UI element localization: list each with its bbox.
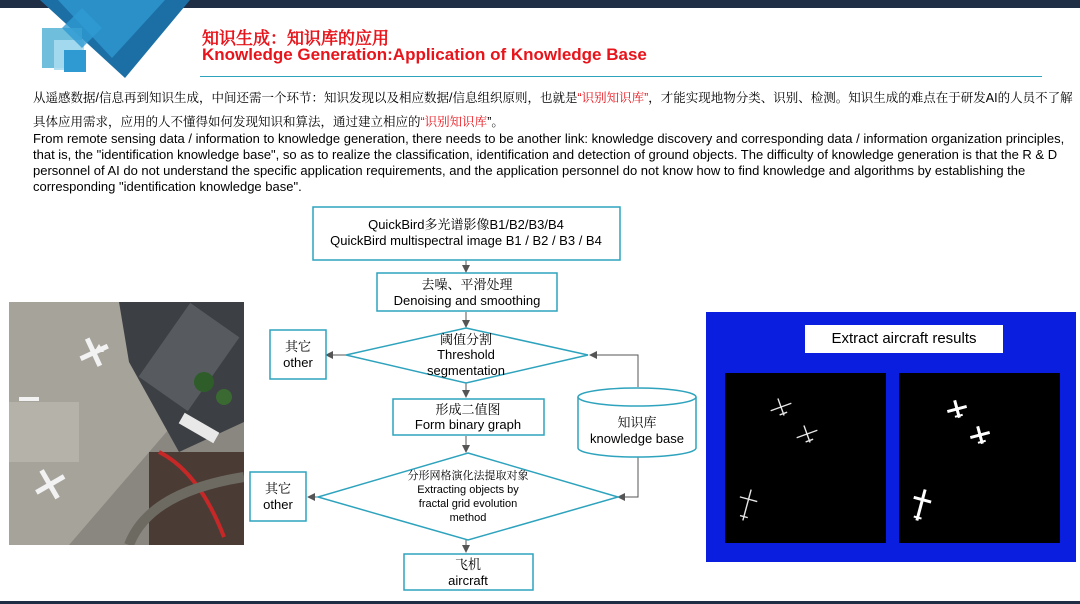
node-binary-cn: 形成二值图	[435, 402, 501, 417]
node-threshold-cn: 阈值分割	[439, 332, 493, 347]
node-kb-cn: 知识库	[617, 415, 657, 430]
node-aircraft-en: aircraft	[448, 573, 488, 588]
node-threshold-en2: segmentation	[426, 363, 506, 378]
result-image-outline	[725, 373, 886, 543]
intro-cn-highlight1: “识别知识库”	[577, 91, 649, 105]
page-title-en: Knowledge Generation:Application of Knowledge Base	[202, 45, 647, 64]
results-label: Extract aircraft results	[805, 325, 1003, 353]
node-denoise-en: Denoising and smoothing	[393, 293, 541, 308]
arrow-kb-to-threshold	[590, 355, 638, 387]
node-denoise-cn: 去噪、平滑处理	[421, 277, 513, 292]
page-title-cn: 知识生成：知识库的应用	[202, 29, 389, 48]
node-other-1-en: other	[283, 355, 313, 370]
intro-cn-part1: 从遥感数据/信息再到知识生成，中间还需一个环节：知识发现以及相应数据/信息组织原则，也就是	[33, 91, 578, 105]
intro-cn-highlight2: “识别知识库	[420, 115, 488, 129]
results-panel	[706, 312, 1076, 562]
node-input-cn: QuickBird多光谱影像B1/B2/B3/B4	[368, 217, 564, 232]
node-extract-en1: Extracting objects by	[417, 484, 519, 496]
node-other-2-en: other	[263, 497, 293, 512]
result-image-filled	[899, 373, 1060, 543]
node-aircraft-cn: 飞机	[454, 557, 482, 572]
node-kb-en: knowledge base	[590, 431, 684, 446]
node-binary-en: Form binary graph	[414, 417, 522, 432]
intro-cn-part2: ，才能实现地物分类、识别、检测。知识生成的难点在于研发AI的人员不了解具体应用需求，应用的人不懂得如何发现知识和算法，通过建立相应的	[33, 91, 1073, 129]
arrow-kb-to-extract	[618, 457, 638, 497]
intro-paragraph-en: From remote sensing data / information to knowledge generation, there needs to be another link: knowledge discovery and corresponding data / information organization principles, that is, the "identification knowledge base", so as to realize the classification, identification and detection of ground objects. The difficulty of knowledge generation is that the R & D personnel of AI do not understand the specific application requirements, and the application personnel do not know how to find knowledge and algorithms by establishing the corresponding "identification knowledge base".	[33, 131, 1065, 194]
node-extract-en3: method	[449, 512, 487, 524]
node-extract-en2: fractal grid evolution	[418, 498, 518, 510]
node-other-1-cn: 其它	[284, 339, 312, 354]
node-threshold-en1: Threshold	[437, 347, 495, 362]
node-extract-cn: 分形网格演化法提取对象	[407, 470, 529, 482]
node-extract	[318, 453, 618, 540]
node-other-2-cn: 其它	[264, 481, 292, 496]
intro-cn-part3: ”。	[487, 115, 504, 129]
node-input-en: QuickBird multispectral image B1 / B2 / B3 / B4	[330, 233, 602, 248]
